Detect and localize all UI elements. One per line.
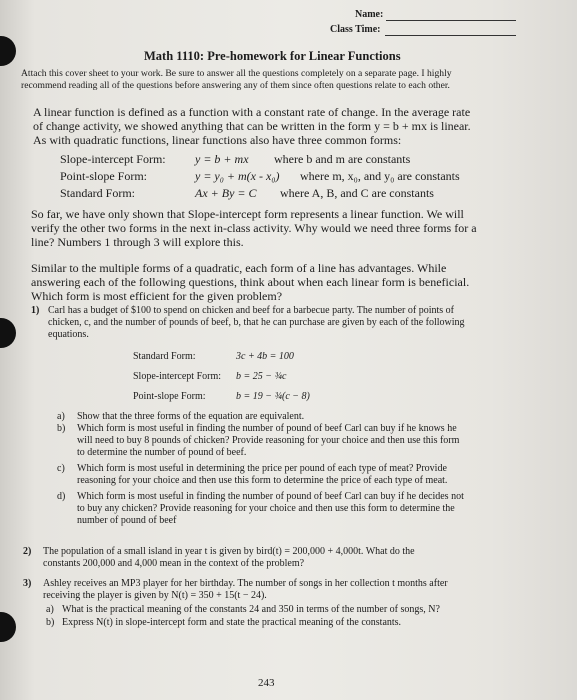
paragraph-line: Which form is most efficient for the given problem? xyxy=(31,289,283,303)
part-letter: a) xyxy=(57,411,65,422)
intro-line: As with quadratic functions, linear functions also have three common forms: xyxy=(33,133,402,147)
part-line: What is the practical meaning of the constants 24 and 350 in terms of the number of songs, N? xyxy=(62,604,440,615)
form-description: where b and m are constants xyxy=(274,152,411,166)
name-label: Name: xyxy=(355,9,384,20)
form-equation: y = b + mx xyxy=(195,152,249,166)
name-line xyxy=(386,20,516,21)
question-number: 3) xyxy=(23,578,32,589)
equation-label: Standard Form: xyxy=(133,351,196,362)
question-number: 1) xyxy=(31,305,40,316)
part-letter: d) xyxy=(57,491,66,502)
paragraph-line: answering each of the following questions, think about when each linear form is beneficial. xyxy=(31,275,470,289)
part-line: Express N(t) in slope-intercept form and state the practical meaning of the constants. xyxy=(62,617,402,628)
part-line: to buy any chicken? Provide reasoning for your choice and then use this form to determine the xyxy=(77,503,455,514)
paragraph-line: line? Numbers 1 through 3 will explore this. xyxy=(31,235,244,249)
binder-hole xyxy=(0,318,16,348)
part-line: Which form is most useful in determining the price per pound of each type of meat? Provide xyxy=(77,463,447,474)
part-line: will need to buy 8 pounds of chicken? Provide reasoning for your choice and then use this form xyxy=(77,435,460,446)
form-label: Slope-intercept Form: xyxy=(60,152,166,166)
question-line: The population of a small island in year t is given by bird(t) = 200,000 + 4,000t. What do the xyxy=(43,546,415,557)
paragraph-line: Similar to the multiple forms of a quadratic, each form of a line has advantages. While xyxy=(31,261,447,275)
form-label: Point-slope Form: xyxy=(60,169,148,183)
equation-label: Slope-intercept Form: xyxy=(133,371,222,382)
part-line: Which form is most useful in finding the number of pound of beef Carl can buy if he decides not xyxy=(77,491,464,502)
part-line: reasoning for your choice and then use this form to determine the price of each type of meat. xyxy=(77,475,448,486)
form-description: where m, x₀, and y₀ are constants xyxy=(300,169,460,183)
part-letter: a) xyxy=(46,604,54,615)
question-line: receiving the player is given by N(t) = 350 + 15(t − 24). xyxy=(43,590,267,601)
question-number: 2) xyxy=(23,546,32,557)
page-number: 243 xyxy=(258,677,275,689)
part-letter: b) xyxy=(57,423,66,434)
class-time-line xyxy=(385,35,516,36)
part-line: Show that the three forms of the equation are equivalent. xyxy=(77,411,305,422)
part-line: number of pound of beef xyxy=(77,515,177,526)
equation: 3c + 4b = 100 xyxy=(236,351,294,362)
part-letter: c) xyxy=(57,463,65,474)
part-line: to determine the number of pound of beef. xyxy=(77,447,247,458)
equation: b = 25 − ¾c xyxy=(236,371,287,382)
equation: b = 19 − ¾(c − 8) xyxy=(236,391,310,402)
binder-hole xyxy=(0,612,16,642)
question-line: constants 200,000 and 4,000 mean in the context of the problem? xyxy=(43,558,305,569)
part-letter: b) xyxy=(46,617,55,628)
page-title: Math 1110: Pre-homework for Linear Functions xyxy=(144,49,401,63)
form-label: Standard Form: xyxy=(60,186,135,200)
question-line: Ashley receives an MP3 player for her birthday. The number of songs in her collection t months after xyxy=(43,578,448,589)
question-line: equations. xyxy=(48,329,89,340)
binder-hole xyxy=(0,36,16,66)
form-equation: Ax + By = C xyxy=(195,186,257,200)
intro-line: of change activity, we showed anything that can be written in the form y = b + mx is linear. xyxy=(33,119,471,133)
form-description: where A, B, and C are constants xyxy=(280,186,434,200)
instruction-line: recommend reading all of the questions before answering any of them since often questions relate to each other. xyxy=(21,80,450,91)
instruction-line: Attach this cover sheet to your work. Be sure to answer all the questions completely on a separate page. I highly xyxy=(21,68,452,79)
question-line: chicken, c, and the number of pounds of beef, b, that he can purchase are given by each of the following xyxy=(48,317,465,328)
form-equation: y = y₀ + m(x - x₀) xyxy=(195,169,280,183)
paragraph-line: verify the other two forms in the next in-class activity. Why would we need three forms for a xyxy=(31,221,477,235)
class-time-label: Class Time: xyxy=(330,24,381,35)
equation-label: Point-slope Form: xyxy=(133,391,206,402)
paragraph-line: So far, we have only shown that Slope-intercept form represents a linear function. We will xyxy=(31,207,464,221)
question-line: Carl has a budget of $100 to spend on chicken and beef for a barbecue party. The number of points of xyxy=(48,305,454,316)
intro-line: A linear function is defined as a function with a constant rate of change. In the average rate xyxy=(33,105,471,119)
part-line: Which form is most useful in finding the number of pound of beef Carl can buy if he knows he xyxy=(77,423,457,434)
